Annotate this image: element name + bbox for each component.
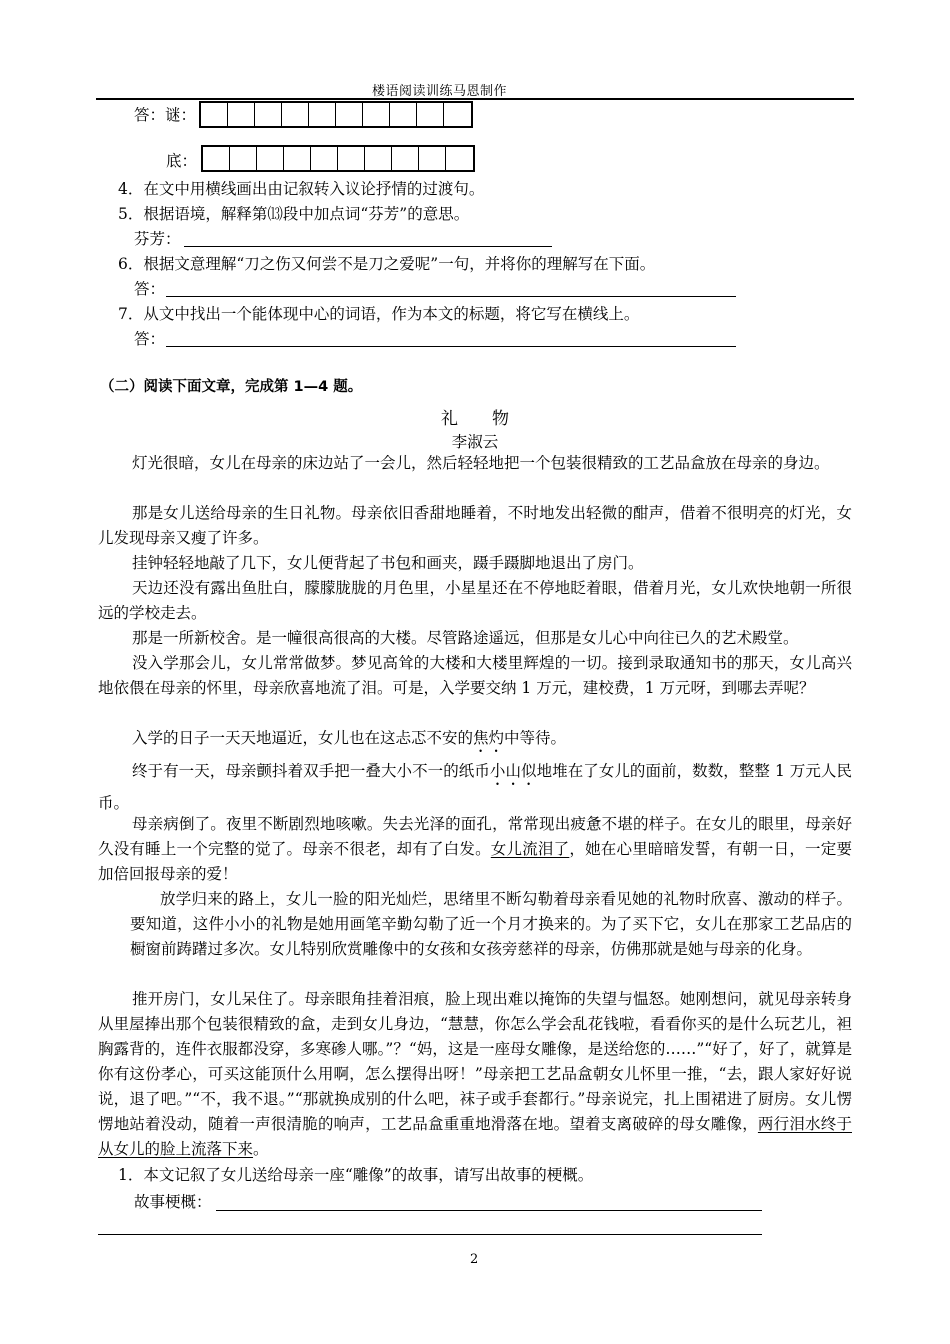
underlined-sentence: 女儿流泪了 bbox=[490, 840, 570, 858]
underlined-sentence: 两行泪水终于从女儿的脸上流落下来 bbox=[98, 1115, 852, 1158]
riddle-label: 答：谜： bbox=[134, 106, 197, 124]
paragraph: 那是一所新校舍。是一幢很高很高的大楼。尽管路途遥远，但那是女儿心中向往已久的艺术殿堂。 bbox=[132, 629, 799, 647]
grid-cell[interactable] bbox=[203, 147, 230, 170]
text-run: ，她在心里暗暗发誓，有朝一日，一定要加倍回报母亲的爱！ bbox=[98, 840, 852, 883]
article-author: 李淑云 bbox=[451, 433, 499, 451]
text-run: 中等待。 bbox=[504, 729, 567, 747]
text-run: 终于有一天，母亲颤抖着双手把一叠大小不一的纸币 bbox=[132, 762, 490, 780]
grid-cell[interactable] bbox=[257, 147, 284, 170]
paragraph: 没入学那会儿，女儿常常做梦。梦见高耸的大楼和大楼里辉煌的一切。接到录取通知书的那天，女儿高兴地依偎在母亲的怀里，母亲欣喜地流了泪。可是，入学要交纳 1 万元，建校费，1 万元呀，到哪去弄呢？ bbox=[98, 654, 852, 697]
grid-cell[interactable] bbox=[284, 147, 311, 170]
grid-cell[interactable] bbox=[363, 103, 390, 126]
dotted-word: 焦灼 bbox=[473, 729, 505, 747]
answer-line-q1-second[interactable] bbox=[98, 1234, 762, 1235]
grid-cell[interactable] bbox=[419, 147, 446, 170]
riddle-base-grid[interactable] bbox=[201, 145, 475, 172]
grid-cell[interactable] bbox=[282, 103, 309, 126]
riddle-answer-grid[interactable] bbox=[199, 101, 473, 128]
question-6-label: 答： bbox=[134, 280, 166, 298]
question-7: 7．从文中找出一个能体现中心的词语，作为本文的标题，将它写在横线上。 bbox=[118, 305, 640, 323]
question-5: 5．根据语境，解释第⒀段中加点词“芬芳”的意思。 bbox=[118, 205, 470, 223]
grid-cell[interactable] bbox=[228, 103, 255, 126]
paragraph bbox=[98, 812, 852, 887]
question-4: 4．在文中用横线画出由记叙转入议论抒情的过渡句。 bbox=[118, 180, 485, 198]
grid-cell[interactable] bbox=[392, 147, 419, 170]
text-run: 母亲病倒了。夜里不断剧烈地咳嗽。失去光泽的面孔，常常现出疲惫不堪的样子。在女儿的眼里，母亲好久没有睡上一个完整的觉了。母亲不很老，却有了白发。 bbox=[98, 815, 852, 858]
paragraph bbox=[98, 757, 852, 818]
grid-cell[interactable] bbox=[309, 103, 336, 126]
answer-line-q5[interactable] bbox=[184, 246, 552, 247]
question-1: 1．本文记叙了女儿送给母亲一座“雕像”的故事，请写出故事的梗概。 bbox=[118, 1166, 594, 1184]
paragraph: 灯光很暗，女儿在母亲的床边站了一会儿，然后轻轻地把一个包装很精致的工艺品盒放在母亲的身边。 bbox=[132, 454, 830, 472]
text-run: 推开房门，女儿呆住了。母亲眼角挂着泪痕，脸上现出难以掩饰的失望与愠怒。她刚想问，就见母亲转身从里屋捧出那个包装很精致的盒，走到女儿身边，“慧慧，你怎么学会乱花钱啦，看看你买的是什么玩艺儿，袒胸露背的，连件衣服都没穿，多寒碜人哪。”？“妈，这是一座母女雕像，是送给您的……”“好了，好了，就算是你有这份孝心，可买这能顶什么用啊，怎么摆得出呀！”母亲把工艺品盒朝女儿怀里一推，“去，跟人家好好说说，退了吧。”“不，我不退。”“那就换成别的什么吧，袜子或手套都行。”母亲说完，扎上围裙进了厨房。女儿愣愣地站着没动，随着一声很清脆的响声，工艺品盒重重地滑落在地。望着支离破碎的母女雕像， bbox=[98, 990, 852, 1133]
riddle-base-label: 底： bbox=[166, 152, 198, 170]
dotted-word: 小山似 bbox=[489, 762, 537, 780]
grid-cell[interactable] bbox=[365, 147, 392, 170]
grid-cell[interactable] bbox=[417, 103, 444, 126]
answer-line-q1[interactable] bbox=[216, 1210, 762, 1211]
grid-cell[interactable] bbox=[201, 103, 228, 126]
article-title: 礼 物 bbox=[441, 409, 509, 429]
section-heading: （二）阅读下面文章，完成第 1—4 题。 bbox=[100, 379, 363, 395]
grid-cell[interactable] bbox=[311, 147, 338, 170]
text-run: 地堆在了女儿的面前，数数，整整 1 万元人民币。 bbox=[98, 762, 852, 812]
paragraph bbox=[98, 726, 852, 756]
text-run: 。 bbox=[253, 1140, 269, 1158]
answer-line-q7[interactable] bbox=[166, 346, 736, 347]
grid-cell[interactable] bbox=[338, 147, 365, 170]
text-run: 入学的日子一天天地逼近，女儿也在这忐忑不安的 bbox=[132, 729, 474, 747]
page-number: 2 bbox=[470, 1252, 479, 1267]
page-header: 楼语阅读训练马恩制作 bbox=[372, 84, 508, 99]
question-1-label: 故事梗概： bbox=[134, 1193, 212, 1211]
grid-cell[interactable] bbox=[444, 103, 471, 126]
paragraph bbox=[98, 987, 852, 1162]
grid-cell[interactable] bbox=[446, 147, 473, 170]
grid-cell[interactable] bbox=[336, 103, 363, 126]
question-6: 6．根据文意理解“刀之伤又何尝不是刀之爱呢”一句，并将你的理解写在下面。 bbox=[118, 255, 656, 273]
grid-cell[interactable] bbox=[230, 147, 257, 170]
question-7-label: 答： bbox=[134, 330, 166, 348]
grid-cell[interactable] bbox=[390, 103, 417, 126]
grid-cell[interactable] bbox=[255, 103, 282, 126]
paragraph: 放学归来的路上，女儿一脸的阳光灿烂，思绪里不断勾勒着母亲看见她的礼物时欣喜、激动的样子。要知道，这件小小的礼物是她用画笔辛勤勾勒了近一个月才换来的。为了买下它，女儿在那家工艺品店的橱窗前踌躇过多次。女儿特别欣赏雕像中的女孩和女孩旁慈祥的母亲，仿佛那就是她与母亲的化身。 bbox=[130, 890, 852, 958]
answer-line-q6[interactable] bbox=[166, 296, 736, 297]
question-5-label: 芬芳： bbox=[134, 230, 181, 248]
paragraph: 天边还没有露出鱼肚白，朦朦胧胧的月色里，小星星还在不停地眨着眼，借着月光，女儿欢快地朝一所很远的学校走去。 bbox=[98, 579, 852, 622]
paragraph: 挂钟轻轻地敲了几下，女儿便背起了书包和画夹，蹑手蹑脚地退出了房门。 bbox=[132, 554, 644, 572]
header-rule bbox=[96, 98, 854, 100]
paragraph: 那是女儿送给母亲的生日礼物。母亲依旧香甜地睡着，不时地发出轻微的酣声，借着不很明亮的灯光，女儿发现母亲又瘦了许多。 bbox=[98, 504, 852, 547]
